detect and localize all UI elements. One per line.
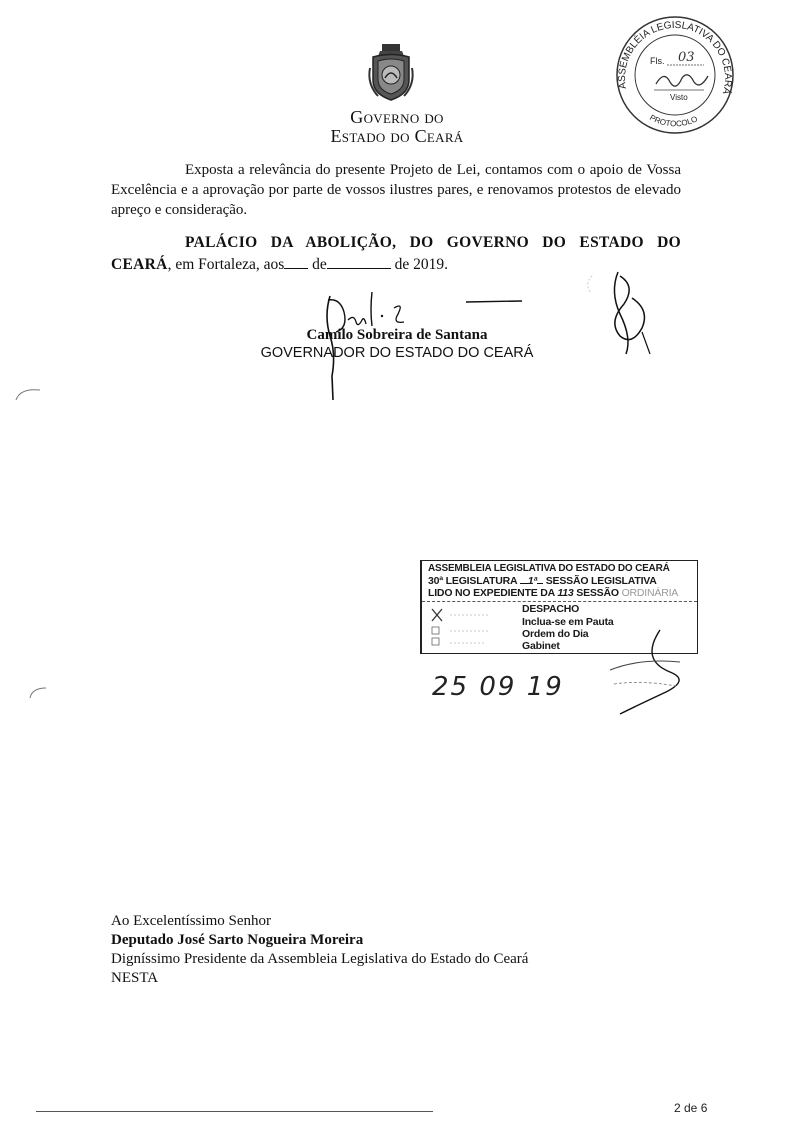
page-number: 2 de 6	[674, 1101, 708, 1115]
stamp-line-5: Inclua-se em Pauta	[522, 616, 614, 628]
closing-bold-line-1: PALÁCIO DA ABOLIÇÃO, DO GOVERNO DO ESTADO DO	[185, 234, 681, 251]
fls-label: Fls.	[650, 56, 665, 66]
header-line-2: Estado do Ceará	[330, 126, 464, 146]
signature-role: GOVERNADOR DO ESTADO DO CEARÁ	[260, 345, 534, 361]
visto-label: Visto	[670, 93, 688, 102]
closing-text-b: de	[312, 256, 327, 273]
closing-bold-line-2: CEARÁ	[111, 256, 168, 273]
protocol-stamp	[612, 12, 738, 138]
fls-value: 03	[678, 50, 695, 65]
stamp-line-7: Gabinet	[522, 640, 560, 652]
margin-mark-1	[14, 384, 44, 404]
addressee-line-2: Deputado José Sarto Nogueira Moreira	[111, 932, 364, 948]
stamp-despacho-label: DESPACHO	[522, 603, 580, 615]
despacho-date: 25 09 19	[432, 672, 564, 702]
closing-text-c: de 2019.	[394, 256, 449, 273]
protocol-ring-text: ASSEMBLÉIA LEGISLATIVA DO CEARÁ	[616, 19, 734, 96]
addressee-block	[111, 912, 528, 988]
protocol-bottom-text: PROTOCOLO	[648, 112, 699, 129]
rubric-initials	[580, 262, 670, 362]
header-line-1: Governo do	[350, 107, 444, 127]
svg-text:ASSEMBLÉIA LEGISLATIVA DO CEAR	[617, 20, 734, 96]
visto-signature	[656, 75, 708, 86]
margin-mark-2	[28, 684, 50, 702]
stamp-line-1: ASSEMBLEIA LEGISLATIVA DO ESTADO DO CEARÁ	[428, 563, 670, 574]
signature-name: Camilo Sobreira de Santana	[306, 327, 488, 343]
despacho-signature	[580, 620, 700, 720]
coat-of-arms-icon	[366, 42, 416, 104]
footer-rule	[36, 1111, 433, 1112]
stamp-line-3: LIDO NO EXPEDIENTE DA 113 SESSÃO ORDINÁRIA	[428, 587, 679, 599]
addressee-line-1: Ao Excelentíssimo Senhor	[111, 913, 271, 929]
stamp-checkbox-marks	[430, 605, 514, 649]
body-paragraph: Exposta a relevância do presente Projeto de Lei, contamos com o apoio de Vossa Excelência e a aprovação por parte de vossos ilustres pares, e renovamos protestos de elevado apreço e consideração.	[111, 162, 681, 218]
addressee-line-4: NESTA	[111, 970, 159, 986]
closing-text-a: , em Fortaleza, aos	[167, 256, 285, 273]
stamp-line-2: 30ª LEGISLATURA 1ª SESSÃO LEGISLATIVA	[428, 575, 657, 587]
addressee-line-3: Digníssimo Presidente da Assembleia Legislativa do Estado do Ceará	[111, 951, 529, 967]
stamp-line-6: Ordem do Dia	[522, 628, 589, 640]
